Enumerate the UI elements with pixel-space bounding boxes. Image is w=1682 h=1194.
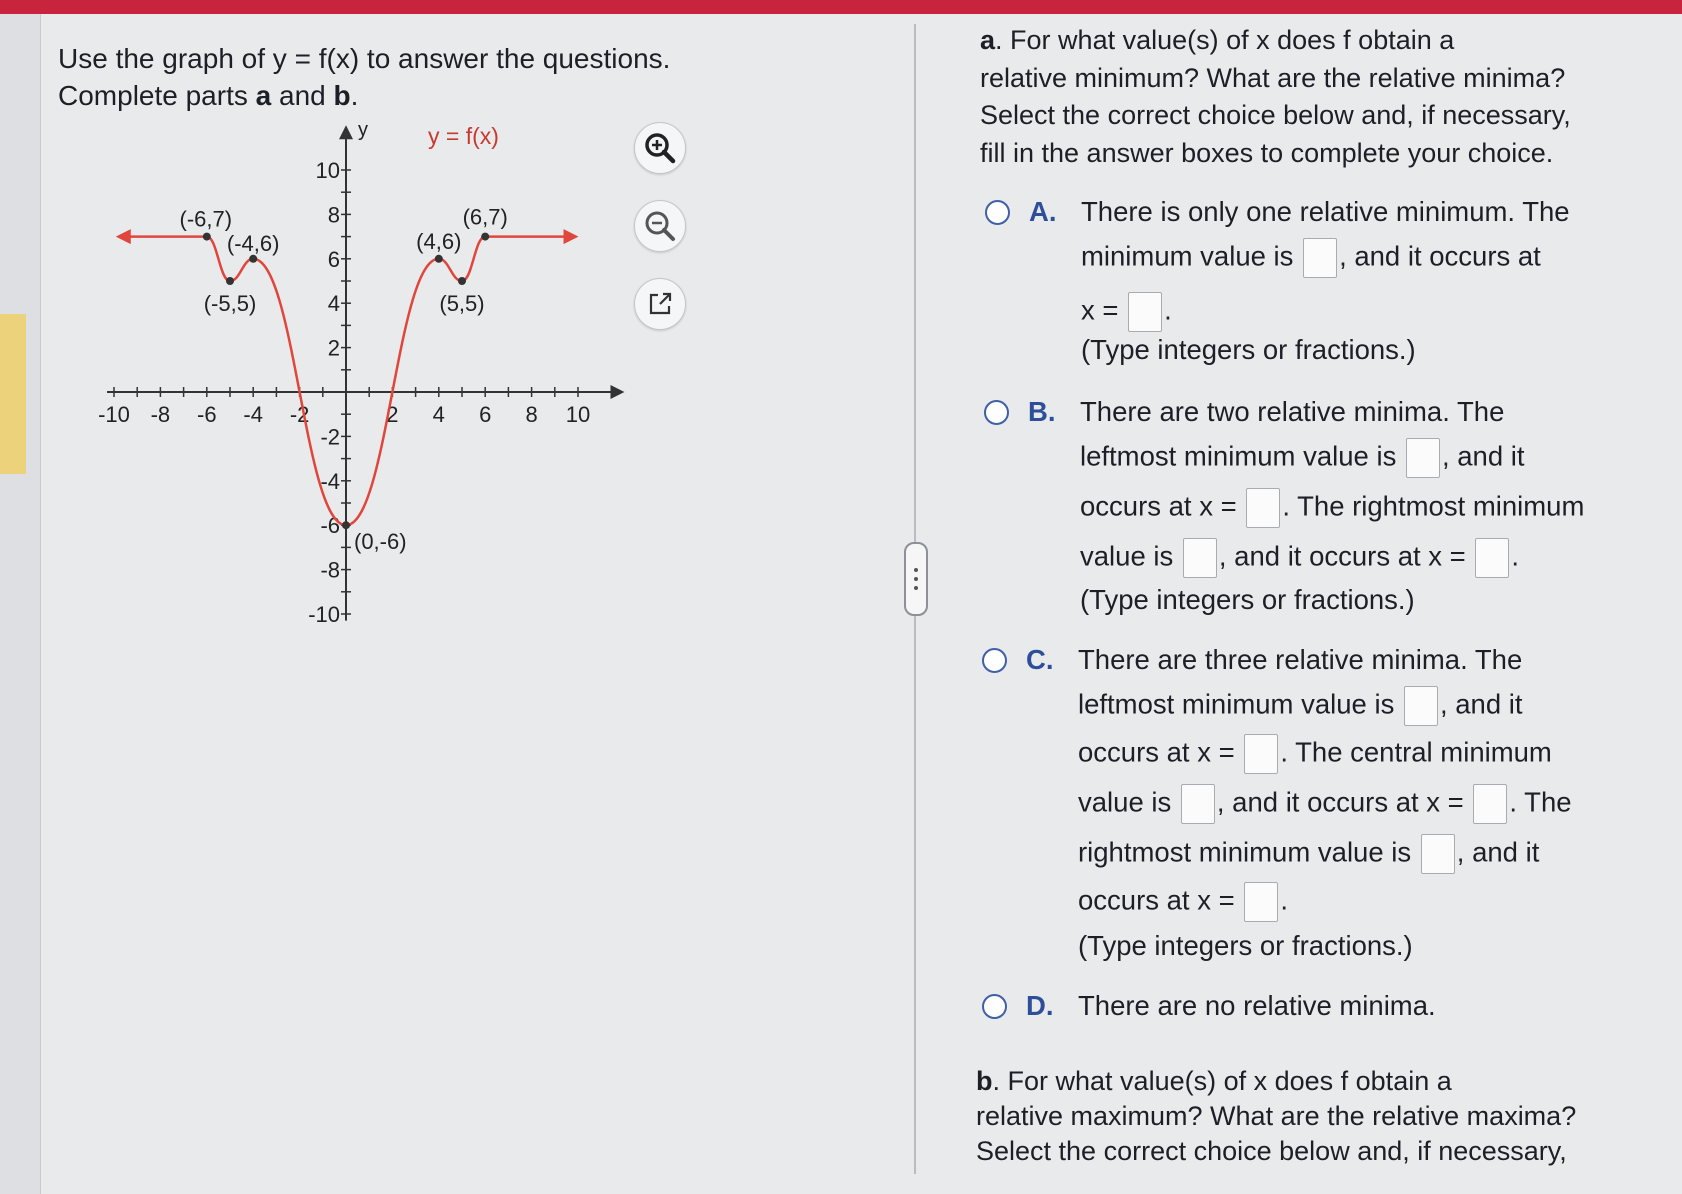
y-tick-label: 4 (327, 291, 340, 317)
part-b-question (976, 1064, 1656, 1169)
option-c-line-4 (1078, 784, 1572, 824)
x-tick-label: -8 (150, 402, 171, 427)
key-point (226, 277, 234, 285)
option-c-line-1: There are three relative minima. The (1078, 644, 1523, 675)
prompt-line-1: Use the graph of y = f(x) to answer the questions. (58, 43, 671, 74)
option-b-line-2 (1080, 438, 1525, 478)
key-point (458, 277, 466, 285)
option-a-line-3 (1081, 292, 1172, 332)
y-tick-label: 10 (315, 158, 340, 183)
option-c-left-x-box[interactable] (1244, 734, 1278, 774)
x-tick-label: -4 (243, 402, 263, 427)
part-a-line-1: a. For what value(s) of x does f obtain a (980, 25, 1455, 55)
y-tick-label: -10 (308, 602, 340, 627)
y-tick-label: 6 (327, 246, 340, 272)
option-d-line-1: There are no relative minima. (1078, 990, 1436, 1021)
part-b-line-1: b. For what value(s) of x does f obtain a (976, 1066, 1452, 1096)
x-tick-label: 2 (386, 402, 399, 427)
part-a-line-2: relative minimum? What are the relative minima? (980, 62, 1566, 93)
option-b-left-x-box[interactable] (1246, 488, 1280, 528)
option-c-right-min-value-box[interactable] (1421, 834, 1455, 874)
option-c-hint: (Type integers or fractions.) (1078, 930, 1413, 961)
option-b-right-min-value-box[interactable] (1183, 538, 1217, 578)
x-tick-label: 6 (479, 402, 492, 427)
open-in-new-window-button[interactable] (634, 278, 686, 330)
option-c-line-3 (1078, 734, 1552, 774)
key-point (435, 255, 443, 263)
x-tick-label: 10 (565, 402, 591, 427)
option-text: , and it occurs at (1339, 240, 1541, 272)
option-b-letter: B. (1028, 396, 1056, 427)
option-text: , and it occurs at x = (1218, 540, 1474, 572)
option-c-line-6 (1078, 882, 1288, 922)
y-tick-label: 8 (327, 202, 340, 228)
left-sidebar-strip (0, 14, 41, 1194)
y-tick-label: -8 (320, 557, 340, 583)
option-text: leftmost minimum value is (1078, 688, 1402, 720)
option-c-central-min-value-box[interactable] (1181, 784, 1215, 824)
part-a-question (980, 22, 1660, 172)
option-text: minimum value is (1081, 240, 1302, 272)
function-graph (80, 108, 640, 648)
part-a-text: For what value(s) of x does f obtain a (1010, 25, 1455, 55)
part-b-letter: b (976, 1066, 993, 1096)
option-text: . (1280, 884, 1288, 916)
option-text: occurs at x = (1080, 490, 1245, 522)
option-a-line-2 (1081, 238, 1541, 278)
option-d-radio[interactable] (982, 994, 1007, 1019)
option-a-x-box[interactable] (1128, 292, 1162, 332)
key-point (203, 233, 211, 241)
option-text: value is (1078, 786, 1179, 818)
zoom-out-button[interactable] (634, 200, 686, 252)
prompt-text: and (271, 80, 334, 111)
option-c-radio[interactable] (982, 648, 1007, 673)
y-tick-label: -2 (320, 424, 340, 450)
key-point (342, 521, 350, 529)
option-a-line-1: There is only one relative minimum. The (1081, 196, 1570, 227)
option-text: leftmost minimum value is (1080, 440, 1404, 472)
y-tick-label: -4 (320, 468, 340, 494)
x-tick-label: 8 (525, 402, 538, 427)
option-text: , and it (1456, 836, 1540, 868)
curve-label: y = f(x) (428, 123, 499, 149)
option-c-right-x-box[interactable] (1244, 882, 1278, 922)
option-b-radio[interactable] (984, 400, 1009, 425)
point-label: (-5,5) (203, 291, 257, 316)
option-text: . The rightmost minimum (1282, 490, 1585, 522)
option-c-letter: C. (1026, 644, 1054, 675)
part-b-text: For what value(s) of x does f obtain a (1007, 1066, 1452, 1096)
x-tick-label: -6 (197, 402, 217, 427)
prompt-part-b: b (333, 80, 351, 111)
zoom-in-button[interactable] (634, 122, 686, 174)
option-text: . The (1509, 786, 1572, 818)
pane-resize-handle[interactable] (904, 542, 928, 616)
option-text: . (1164, 294, 1172, 326)
option-b-line-3 (1080, 488, 1584, 528)
option-d-letter: D. (1026, 990, 1054, 1021)
prompt-text: . (350, 80, 359, 111)
zoom-out-icon (642, 208, 678, 244)
option-c-line-2 (1078, 686, 1523, 726)
point-label: (4,6) (416, 228, 462, 254)
x-tick-label: -10 (98, 402, 130, 427)
zoom-in-icon (642, 130, 678, 166)
option-text: x = (1081, 294, 1127, 326)
option-text: occurs at x = (1078, 884, 1243, 916)
key-point (249, 255, 257, 263)
part-a-letter: a (980, 25, 996, 55)
prompt-part-a: a (255, 80, 272, 111)
option-b-line-4 (1080, 538, 1519, 578)
point-label: (-6,7) (179, 206, 233, 232)
option-text: value is (1080, 540, 1181, 572)
option-text: , and it (1439, 688, 1523, 720)
point-label: (0,-6) (354, 529, 407, 555)
option-b-hint: (Type integers or fractions.) (1080, 584, 1415, 615)
part-b-line-2: relative maximum? What are the relative maxima? (976, 1101, 1577, 1131)
top-accent-bar (0, 0, 1682, 14)
external-link-icon (644, 288, 676, 320)
option-b-left-min-value-box[interactable] (1406, 438, 1440, 478)
option-text: . The central minimum (1280, 736, 1552, 768)
option-c-left-min-value-box[interactable] (1404, 686, 1438, 726)
option-c-central-x-box[interactable] (1473, 784, 1507, 824)
option-b-line-1: There are two relative minima. The (1080, 396, 1505, 427)
option-a-min-value-box[interactable] (1303, 238, 1337, 278)
option-a-letter: A. (1029, 196, 1057, 227)
x-tick-label: -2 (289, 402, 310, 427)
option-text: occurs at x = (1078, 736, 1243, 768)
point-label: (-4,6) (226, 230, 280, 256)
sidebar-tab[interactable] (0, 314, 26, 474)
key-point (481, 233, 489, 241)
part-b-line-3: Select the correct choice below and, if necessary, (976, 1136, 1567, 1166)
y-axis-label: y (358, 119, 368, 141)
option-a-radio[interactable] (985, 200, 1010, 225)
option-text: , and it occurs at x = (1216, 786, 1472, 818)
option-text: . (1511, 540, 1520, 572)
point-label: (5,5) (439, 291, 485, 316)
option-a-hint: (Type integers or fractions.) (1081, 334, 1416, 365)
x-tick-label: 4 (432, 402, 445, 427)
option-b-right-x-box[interactable] (1475, 538, 1509, 578)
prompt-text: Complete parts (58, 80, 256, 111)
point-label: (6,7) (462, 204, 508, 230)
y-tick-label: -6 (320, 513, 340, 539)
option-text: , and it (1441, 440, 1525, 472)
question-prompt (58, 40, 670, 114)
part-a-line-4: fill in the answer boxes to complete your choice. (980, 137, 1554, 168)
option-c-line-5 (1078, 834, 1539, 874)
option-text: rightmost minimum value is (1078, 836, 1419, 868)
part-a-line-3: Select the correct choice below and, if necessary, (980, 100, 1571, 130)
y-tick-label: 2 (327, 335, 340, 361)
